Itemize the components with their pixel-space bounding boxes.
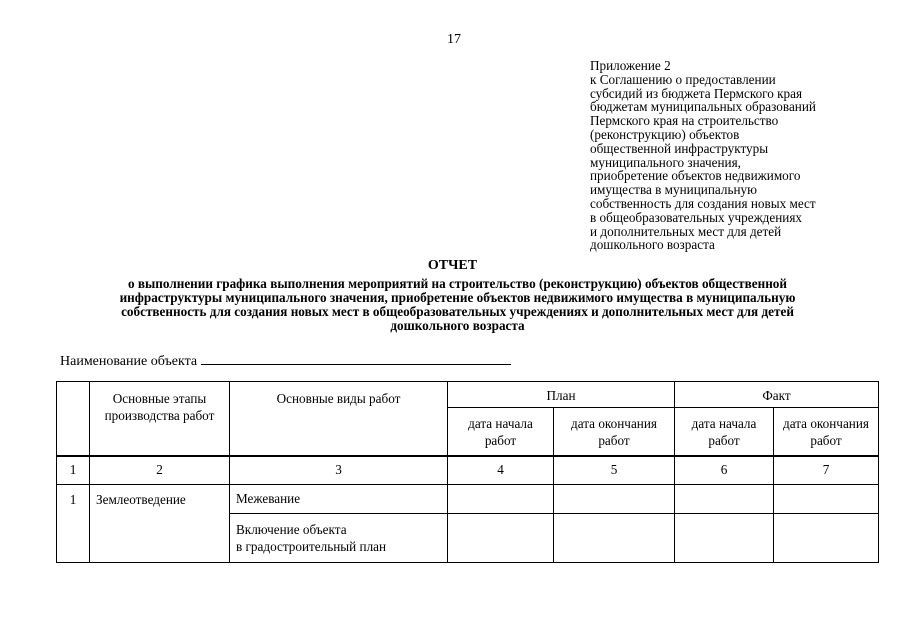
appendix-line: и дополнительных мест для детей bbox=[590, 223, 782, 239]
appendix-line: субсидий из бюджета Пермского края bbox=[590, 85, 803, 101]
column-number: 5 bbox=[554, 456, 675, 485]
header-row bbox=[57, 382, 879, 408]
appendix-line: имущества в муниципальную bbox=[590, 182, 757, 198]
appendix-line: общественной инфраструктуры bbox=[590, 140, 769, 156]
table-row bbox=[57, 484, 879, 513]
header-plan: План bbox=[448, 382, 675, 408]
subtitle-line: о выполнении графика выполнения мероприятий на строительство (реконструкцию) объектов общественной bbox=[128, 276, 787, 291]
header-plan-start bbox=[448, 408, 554, 456]
header-line: работ bbox=[598, 433, 630, 448]
appendix-line: дошкольного возраста bbox=[590, 237, 715, 253]
header-fact-end bbox=[774, 408, 879, 456]
subtitle-line: инфраструктуры муниципального значения, приобретение объектов недвижимого имущества в муниципальную bbox=[119, 290, 796, 305]
work-line: Включение объекта bbox=[236, 521, 347, 537]
report-subtitle bbox=[60, 277, 855, 333]
appendix-line: бюджетам муниципальных образований bbox=[590, 99, 816, 115]
plan-start-cell[interactable] bbox=[448, 484, 554, 513]
header-fact-start bbox=[675, 408, 774, 456]
header-line: работ bbox=[708, 433, 740, 448]
column-number: 1 bbox=[57, 456, 90, 485]
column-number-row bbox=[57, 456, 879, 485]
fact-start-cell[interactable] bbox=[675, 513, 774, 562]
column-number: 7 bbox=[774, 456, 879, 485]
plan-end-cell[interactable] bbox=[554, 513, 675, 562]
appendix-block bbox=[590, 59, 890, 252]
subtitle-line: собственность для создания новых мест в общеобразовательных учреждениях и дополнительных мест для детей bbox=[121, 304, 794, 319]
schedule-table bbox=[56, 381, 879, 563]
header-cell-num bbox=[57, 382, 90, 456]
row-number: 1 bbox=[57, 484, 90, 562]
column-number: 2 bbox=[90, 456, 230, 485]
stage-cell: Землеотведение bbox=[90, 484, 230, 562]
header-line: работ bbox=[484, 433, 517, 448]
header-line: дата окончания bbox=[571, 416, 657, 431]
object-name-label: Наименование объекта bbox=[60, 354, 198, 369]
object-name-line bbox=[60, 352, 511, 370]
header-stages-line: производства работ bbox=[104, 408, 215, 423]
appendix-line: (реконструкцию) объектов bbox=[590, 126, 740, 142]
fact-end-cell[interactable] bbox=[774, 513, 879, 562]
work-line: в градостроительный план bbox=[236, 538, 387, 554]
header-line: дата начала bbox=[691, 416, 757, 431]
object-name-field[interactable] bbox=[201, 352, 511, 365]
header-plan-end bbox=[554, 408, 675, 456]
header-fact: Факт bbox=[675, 382, 879, 408]
header-line: работ bbox=[810, 433, 842, 448]
subtitle-line: дошкольного возраста bbox=[390, 318, 525, 333]
report-title: ОТЧЕТ bbox=[427, 258, 478, 273]
header-line: дата окончания bbox=[783, 416, 869, 431]
appendix-line: Пермского края на строительство bbox=[590, 113, 779, 129]
plan-end-cell[interactable] bbox=[554, 484, 675, 513]
header-works: Основные виды работ bbox=[230, 382, 448, 456]
column-number: 6 bbox=[675, 456, 774, 485]
page-number: 17 bbox=[447, 32, 461, 47]
appendix-line: Приложение 2 bbox=[590, 58, 671, 73]
header-line: дата начала bbox=[468, 416, 533, 431]
header-stages-line: Основные этапы bbox=[112, 391, 207, 406]
column-number: 4 bbox=[448, 456, 554, 485]
appendix-line: приобретение объектов недвижимого bbox=[590, 168, 801, 184]
appendix-line: к Соглашению о предоставлении bbox=[590, 71, 776, 87]
work-cell: Межевание bbox=[230, 484, 448, 513]
appendix-line: собственность для создания новых мест bbox=[590, 195, 816, 211]
work-cell bbox=[230, 513, 448, 562]
appendix-line: в общеобразовательных учреждениях bbox=[590, 209, 803, 225]
appendix-line: муниципального значения, bbox=[590, 154, 741, 170]
header-stages bbox=[90, 382, 230, 456]
column-number: 3 bbox=[230, 456, 448, 485]
fact-start-cell[interactable] bbox=[675, 484, 774, 513]
fact-end-cell[interactable] bbox=[774, 484, 879, 513]
plan-start-cell[interactable] bbox=[448, 513, 554, 562]
